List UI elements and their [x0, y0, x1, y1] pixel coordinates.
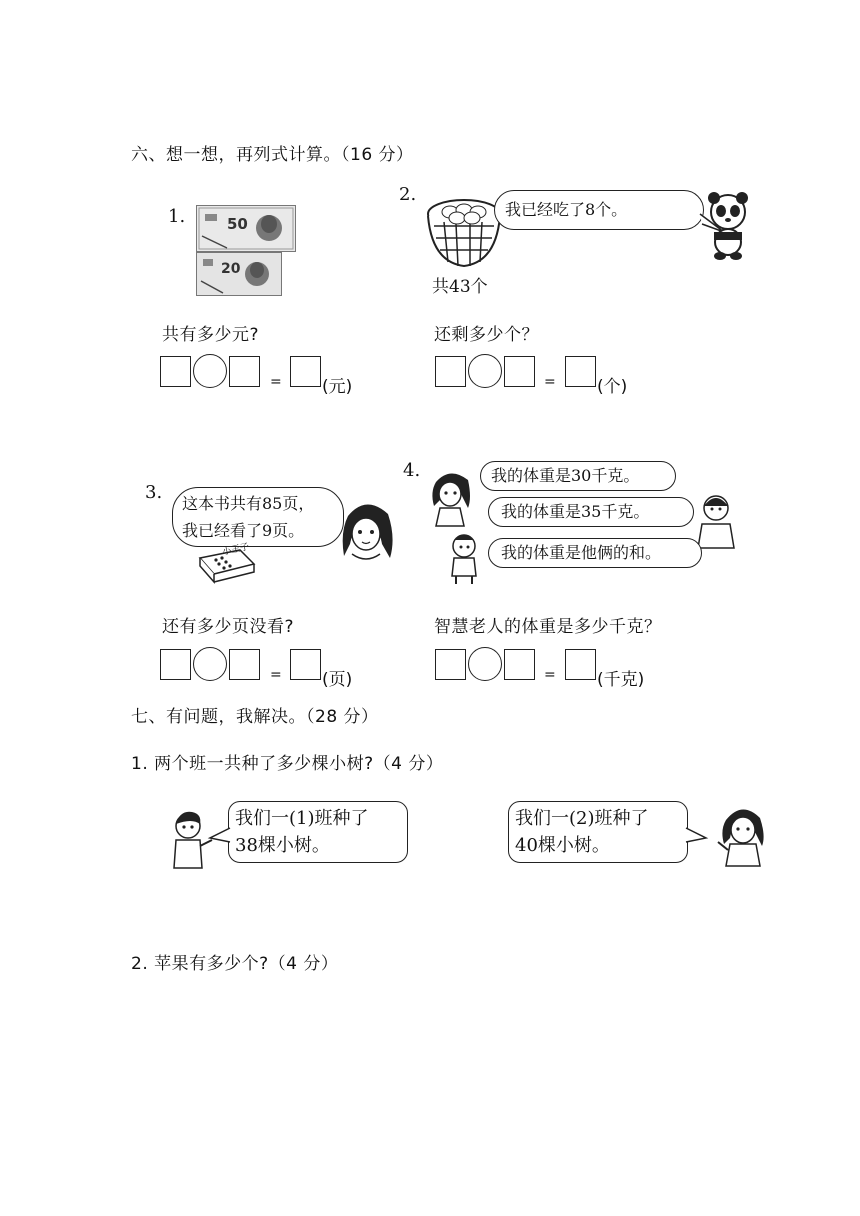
banknote-50-value: 50	[227, 215, 248, 233]
panda-image	[704, 192, 754, 260]
problem2-question: 还剩多少个？	[434, 325, 539, 345]
problem2-speech-bubble	[494, 190, 704, 230]
problem1-unit: (元)	[322, 377, 353, 397]
problem4-bubble-3-text: 我的体重是他俩的和。	[501, 543, 662, 562]
banknote-20-value: 20	[221, 261, 241, 277]
problem4-operand2-box[interactable]	[504, 649, 535, 680]
class2-speech-bubble	[508, 801, 688, 863]
section6-title: 六、想一想，再列式计算。（16 分）	[131, 145, 414, 165]
problem2-operand2-box[interactable]	[504, 356, 535, 387]
problem4-bubble-2	[488, 497, 694, 527]
problem1-equals: =	[270, 374, 282, 390]
class1-speech-bubble	[228, 801, 408, 863]
problem3-bubble-line2: 我已经看了9页。	[182, 521, 305, 540]
problem2-bubble-text: 我已经吃了8个。	[505, 200, 628, 219]
boy-class1-image	[168, 810, 214, 872]
problem3-operand2-box[interactable]	[229, 649, 260, 680]
class2-line2: 40棵小树。	[515, 835, 610, 856]
basket-of-eggs-image	[424, 192, 504, 272]
section7-title: 七、有问题，我解决。（28 分）	[131, 707, 379, 727]
problem3-number: 3.	[145, 482, 163, 503]
problem4-answer-box[interactable]	[565, 649, 596, 680]
class1-bubble-tail	[210, 826, 232, 846]
wise-old-man-image	[696, 494, 736, 550]
problem3-operand1-box[interactable]	[160, 649, 191, 680]
problem1-answer-box[interactable]	[290, 356, 321, 387]
problem4-bubble-2-text: 我的体重是35千克。	[501, 502, 650, 521]
problem4-bubble-1-text: 我的体重是30千克。	[491, 466, 640, 485]
class1-line1: 我们一(1)班种了	[235, 808, 369, 829]
problem3-operator-circle[interactable]	[193, 647, 227, 681]
problem1-question: 共有多少元?	[162, 325, 260, 345]
banknote-50-image	[196, 205, 296, 252]
problem4-number: 4.	[403, 460, 421, 481]
problem4-operator-circle[interactable]	[468, 647, 502, 681]
problem3-question: 还有多少页没看?	[162, 617, 295, 637]
problem1-operand1-box[interactable]	[160, 356, 191, 387]
problem2-answer-box[interactable]	[565, 356, 596, 387]
basket-caption: 共43个	[432, 277, 488, 297]
problem2-equals: =	[544, 374, 556, 390]
girl-image	[428, 468, 478, 528]
girl-reading-image	[336, 498, 398, 564]
girl-class2-image	[716, 802, 770, 870]
question2-label: 2. 苹果有多少个?（4 分）	[131, 954, 339, 974]
book-label: 小王子	[221, 542, 251, 558]
class1-line2: 38棵小树。	[235, 835, 330, 856]
problem4-question: 智慧老人的体重是多少千克？	[434, 617, 662, 637]
problem4-unit: (千克)	[597, 670, 645, 690]
class2-bubble-tail	[686, 826, 708, 846]
problem1-number: 1.	[168, 206, 186, 227]
problem4-operand1-box[interactable]	[435, 649, 466, 680]
problem4-bubble-3	[488, 538, 702, 568]
banknote-20-image	[196, 252, 282, 296]
problem4-equals: =	[544, 667, 556, 683]
problem3-unit: (页)	[322, 670, 353, 690]
boy-image	[444, 532, 488, 586]
question1-label: 1. 两个班一共种了多少棵小树?（4 分）	[131, 754, 444, 774]
problem2-unit: (个)	[597, 377, 628, 397]
problem3-bubble-line1: 这本书共有85页，	[182, 494, 315, 513]
class2-line1: 我们一(2)班种了	[515, 808, 649, 829]
problem3-equals: =	[270, 667, 282, 683]
problem2-operand1-box[interactable]	[435, 356, 466, 387]
problem2-operator-circle[interactable]	[468, 354, 502, 388]
problem3-speech-bubble	[172, 487, 344, 547]
problem3-answer-box[interactable]	[290, 649, 321, 680]
problem2-number: 2.	[399, 184, 417, 205]
problem1-operator-circle[interactable]	[193, 354, 227, 388]
problem4-bubble-1	[480, 461, 676, 491]
problem1-operand2-box[interactable]	[229, 356, 260, 387]
